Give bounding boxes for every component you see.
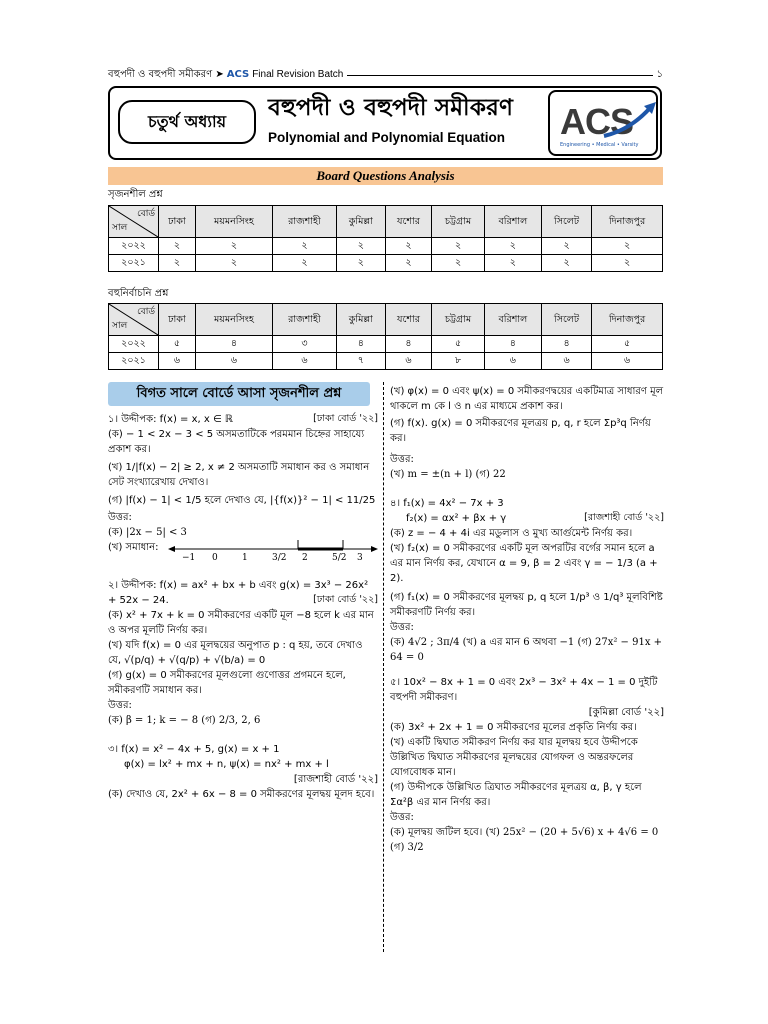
- number-line-tick-label: −1: [182, 553, 196, 563]
- question-3-k: (ক) দেখাও যে, 2x² + 6x − 8 = 0 সমীকরণের মূলদ্বয় মূলদ হবে।: [108, 789, 375, 800]
- count-cell: ৬: [385, 353, 432, 370]
- count-cell: ৪: [336, 336, 385, 353]
- board-header: ময়মনসিংহ: [195, 304, 272, 336]
- question-5-stem: ৫। 10x² − 8x + 1 = 0 এবং 2x³ − 3x² + 4x − 1 = 0 দুইটি বহুপদী সমীকরণ।: [390, 677, 658, 703]
- board-header: সিলেট: [541, 304, 591, 336]
- count-cell: ২: [592, 255, 663, 272]
- corner-board: বোর্ড: [137, 307, 155, 317]
- question-4-kh: (খ) f₂(x) = 0 সমীকরণের একটি মূল অপরটির বর্গের সমান হলে a এর মান নির্ণয় কর, যেখানে α = 9, β = 2 এবং γ = − 1/3 (a + 2).: [390, 543, 658, 584]
- answer-label: উত্তর:: [108, 512, 132, 523]
- corner-board: বোর্ড: [137, 209, 155, 219]
- corner-year: সাল: [112, 320, 128, 331]
- running-header-chapter: বহুপদী ও বহুপদী সমীকরণ ➤: [108, 68, 224, 80]
- count-cell: ৬: [272, 353, 336, 370]
- question-4-k: (ক) z = − 4 + 4i এর মডুলাস ও মুখ্য আর্গুমেন্ট নির্ণয় কর।: [390, 528, 633, 539]
- count-cell: ২: [592, 238, 663, 255]
- running-header-rule: [347, 75, 652, 76]
- count-cell: ৪: [195, 336, 272, 353]
- chapter-label: চতুর্থ অধ্যায়: [118, 100, 256, 144]
- creative-questions-label: সৃজনশীল প্রশ্ন: [108, 189, 163, 200]
- question-5-kh: (খ) একটি দ্বিঘাত সমীকরণ নির্ণয় কর যার মূলদ্বয় হবে উদ্দীপকে উল্লিখিত দ্বিঘাত সমীকরণের মূলদ্বয়ের যোগফল ও অন্তরফলের যোগবোধক মান।: [390, 737, 638, 778]
- board-header: কুমিল্লা: [336, 304, 385, 336]
- table-corner: [109, 206, 159, 238]
- count-cell: ২: [484, 255, 541, 272]
- answer-label: উত্তর:: [108, 700, 132, 711]
- column-divider: [383, 382, 384, 952]
- count-cell: ২: [336, 238, 385, 255]
- number-line-tick-label: 3: [357, 553, 363, 563]
- year-cell: ২০২২: [109, 238, 159, 255]
- count-cell: ৮: [432, 353, 485, 370]
- board-creative-questions-heading: বিগত সালে বোর্ডে আসা সৃজনশীল প্রশ্ন: [108, 382, 370, 406]
- year-cell: ২০২১: [109, 353, 159, 370]
- table-header-row: [109, 206, 663, 238]
- acs-logo-text: ACS: [560, 101, 634, 142]
- number-line-tick-label: 5/2: [332, 553, 347, 563]
- acs-logo-tagline: Engineering • Medical • Varsity: [560, 142, 639, 148]
- board-header: রাজশাহী: [272, 304, 336, 336]
- left-column: [108, 412, 378, 802]
- answer-label: উত্তর:: [390, 454, 414, 465]
- running-header-batch: Final Revision Batch: [252, 68, 344, 80]
- count-cell: ২: [385, 255, 432, 272]
- question-3-source: [রাজশাহী বোর্ড '২২]: [293, 774, 378, 785]
- count-cell: ৫: [159, 336, 196, 353]
- question-4-g: (গ) f₁(x) = 0 সমীকরণের মূলদ্বয় p, q হলে 1/p³ ও 1/q³ মূলবিশিষ্ট সমীকরণটি নির্ণয় কর।: [390, 592, 663, 618]
- board-header: ঢাকা: [159, 304, 196, 336]
- board-header: সিলেট: [541, 206, 591, 238]
- count-cell: ২: [432, 255, 485, 272]
- count-cell: ২: [385, 238, 432, 255]
- page-number: ১: [656, 68, 663, 80]
- question-2-kh: (খ) যদি f(x) = 0 এর মূলদ্বয়ের অনুপাত p : q হয়, তবে দেখাও যে, √(p/q) + √(q/p) + √(b/a) = 0: [108, 640, 363, 666]
- count-cell: ৬: [159, 353, 196, 370]
- count-cell: ২: [159, 255, 196, 272]
- question-3-kh: (খ) φ(x) = 0 এবং ψ(x) = 0 সমীকরণদ্বয়ের একটিমাত্র সাধারণ মূল থাকলে m কে l ও n এর মাধ্যমে প্রকাশ কর।: [390, 386, 664, 412]
- number-line-tick-label: 0: [212, 553, 218, 563]
- table-row: [109, 255, 663, 272]
- count-cell: ৭: [336, 353, 385, 370]
- count-cell: ২: [272, 255, 336, 272]
- creative-questions-table: [108, 205, 663, 272]
- board-header: ঢাকা: [159, 206, 196, 238]
- question-5-answer: (ক) মূলদ্বয় জটিল হবে। (খ) 25x² − (20 + 5√6) x + 4√6 = 0 (গ) 3/2: [390, 827, 659, 853]
- board-header: চট্টগ্রাম: [432, 206, 485, 238]
- question-1-answer-kh: [108, 540, 378, 570]
- right-column: [390, 384, 664, 855]
- question-1-answer-k: (ক) |2x − 5| < 3: [108, 527, 187, 538]
- running-header-brand: ACS: [226, 68, 250, 80]
- count-cell: ২: [336, 255, 385, 272]
- board-header: রাজশাহী: [272, 206, 336, 238]
- question-2-g: (গ) g(x) = 0 সমীকরণের মূলগুলো গুণোত্তর প্রগমনে হলে, সমীকরণটি সমাধান কর।: [108, 670, 346, 696]
- question-4-answer: (ক) 4√2 ; 3π/4 (খ) a এর মান 6 অথবা −1 (গ) 27x² − 91x + 64 = 0: [390, 637, 663, 663]
- mcq-table: [108, 303, 663, 370]
- count-cell: ২: [195, 238, 272, 255]
- question-4-stem-1: ৪। f₁(x) = 4x² − 7x + 3: [390, 498, 504, 509]
- solution-label: (খ) সমাধান:: [108, 542, 159, 553]
- running-header: [108, 68, 663, 82]
- board-header: চট্টগ্রাম: [432, 304, 485, 336]
- board-header: দিনাজপুর: [592, 206, 663, 238]
- question-3-stem-1: ৩। f(x) = x² − 4x + 5, g(x) = x + 1: [108, 744, 280, 755]
- logo-arrow-icon: [600, 100, 658, 140]
- number-line-tick-label: 3/2: [272, 553, 287, 563]
- count-cell: ৫: [592, 336, 663, 353]
- count-cell: ৪: [484, 336, 541, 353]
- count-cell: ২: [432, 238, 485, 255]
- count-cell: ৩: [272, 336, 336, 353]
- question-2-stem: ২। উদ্দীপক: f(x) = ax² + bx + b এবং g(x) = 3x³ − 26x² + 52x − 24. [ঢাকা বোর্ড '২২]: [108, 580, 378, 606]
- table-row: [109, 238, 663, 255]
- count-cell: ৬: [484, 353, 541, 370]
- count-cell: ৫: [432, 336, 485, 353]
- question-4-stem-2: f₂(x) = αx² + βx + γ [রাজশাহী বোর্ড '২২]: [406, 512, 664, 524]
- question-1-k: (ক) − 1 < 2x − 3 < 5 অসমতাটিকে পরমমান চিহ্নের সাহায্যে প্রকাশ কর।: [108, 429, 365, 455]
- count-cell: ৪: [385, 336, 432, 353]
- year-cell: ২০২১: [109, 255, 159, 272]
- board-questions-analysis-heading: Board Questions Analysis: [108, 167, 663, 185]
- year-cell: ২০২২: [109, 336, 159, 353]
- question-5-k: (ক) 3x² + 2x + 1 = 0 সমীকরণের মূলের প্রকৃতি নির্ণয় কর।: [390, 722, 637, 733]
- table-header-row: [109, 304, 663, 336]
- count-cell: ৬: [592, 353, 663, 370]
- count-cell: ২: [159, 238, 196, 255]
- question-3-answer: (খ) m = ±(n + l) (গ) 22: [390, 469, 506, 480]
- question-3-g: (গ) f(x). g(x) = 0 সমীকরণের মূলত্রয় p, q, r হলে Σp³q নির্ণয় কর।: [390, 418, 651, 444]
- count-cell: ২: [484, 238, 541, 255]
- board-header: ময়মনসিংহ: [195, 206, 272, 238]
- question-2-answer: (ক) β = 1; k = − 8 (গ) 2/3, 2, 6: [108, 715, 261, 726]
- count-cell: ২: [541, 255, 591, 272]
- count-cell: ৬: [541, 353, 591, 370]
- question-1-g: (গ) |f(x) − 1| < 1/5 হলে দেখাও যে, |{f(x)}² − 1| < 11/25: [108, 495, 376, 506]
- answer-label: উত্তর:: [390, 812, 414, 823]
- board-header: বরিশাল: [484, 304, 541, 336]
- question-5-source: [কুমিল্লা বোর্ড '২২]: [588, 707, 664, 718]
- board-header: যশোর: [385, 304, 432, 336]
- answer-label: উত্তর:: [390, 622, 414, 633]
- mcq-label: বহুনির্বাচনি প্রশ্ন: [108, 288, 169, 299]
- board-header: কুমিল্লা: [336, 206, 385, 238]
- board-header: বরিশাল: [484, 206, 541, 238]
- question-1-kh: (খ) 1/|f(x) − 2| ≥ 2, x ≠ 2 অসমতাটি সমাধান কর ও সমাধান সেট সংখ্যারেখায় দেখাও।: [108, 462, 370, 488]
- question-3-stem-2: φ(x) = lx² + mx + n, ψ(x) = nx² + mx + l: [124, 759, 329, 770]
- count-cell: ২: [272, 238, 336, 255]
- corner-year: সাল: [112, 222, 128, 233]
- question-5-g: (গ) উদ্দীপকে উল্লিখিত ত্রিঘাত সমীকরণের মূলত্রয় α, β, γ হলে Σα²β এর মান নির্ণয় কর।: [390, 782, 642, 808]
- board-header: যশোর: [385, 206, 432, 238]
- question-1-stem: ১। উদ্দীপক: f(x) = x, x ∈ ℝ [ঢাকা বোর্ড '২২]: [108, 413, 378, 425]
- table-row: [109, 353, 663, 370]
- chapter-title-bn: বহুপদী ও বহুপদী সমীকরণ: [268, 95, 514, 121]
- count-cell: ৪: [541, 336, 591, 353]
- count-cell: ২: [195, 255, 272, 272]
- number-line-tick-label: 1: [242, 553, 248, 563]
- board-header: দিনাজপুর: [592, 304, 663, 336]
- table-corner: [109, 304, 159, 336]
- number-line-tick-label: 2: [302, 553, 308, 563]
- chapter-title-en: Polynomial and Polynomial Equation: [268, 130, 506, 145]
- table-row: [109, 336, 663, 353]
- count-cell: ২: [541, 238, 591, 255]
- question-2-k: (ক) x² + 7x + k = 0 সমীকরণের একটি মূল −8 হলে k এর মান ও অপর মূলটি নির্ণয় কর।: [108, 610, 374, 636]
- count-cell: ৬: [195, 353, 272, 370]
